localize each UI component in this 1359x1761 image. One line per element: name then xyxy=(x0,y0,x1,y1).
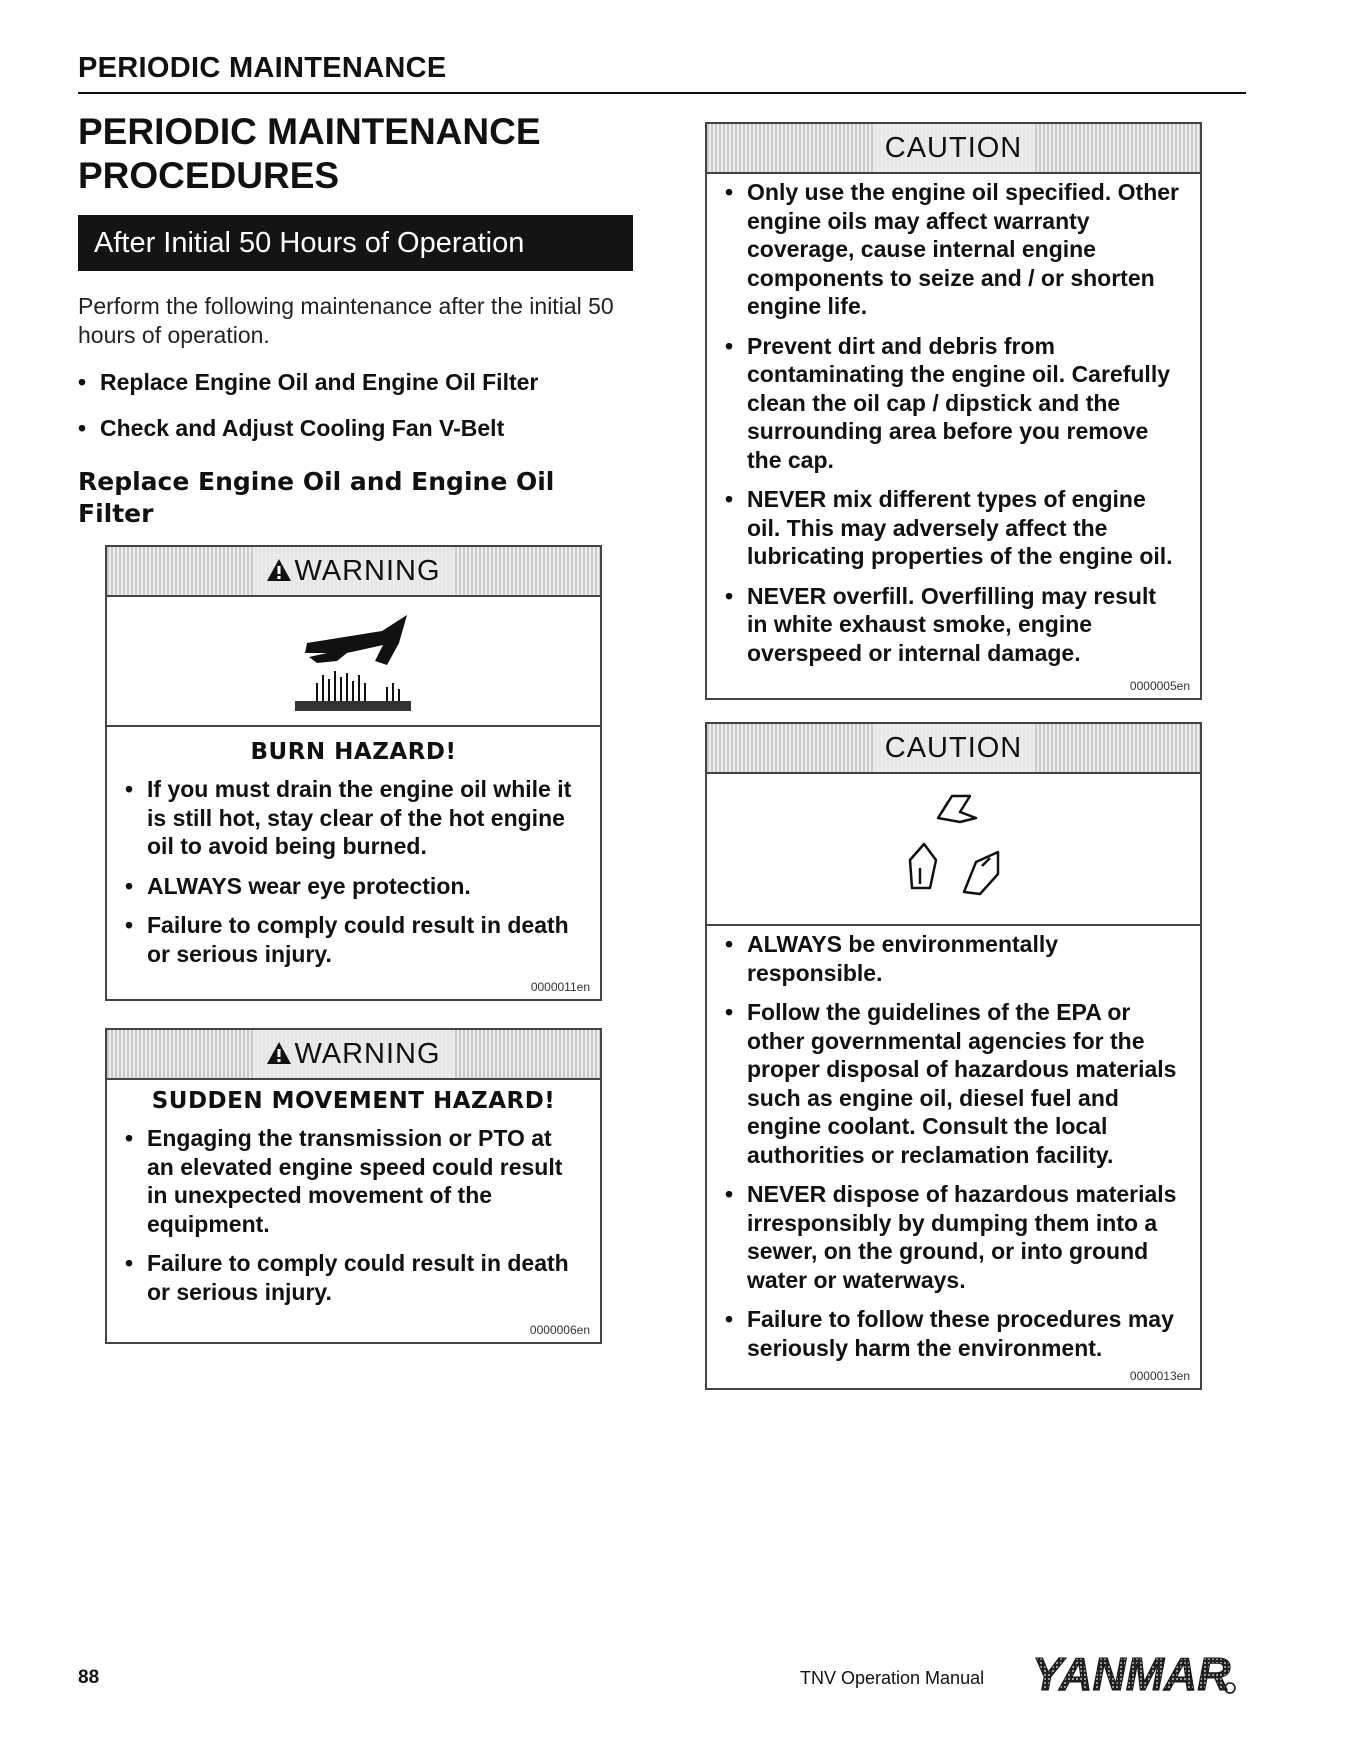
recycle-pictogram xyxy=(707,774,1200,926)
burn-warning-box xyxy=(105,545,602,1001)
warning-list xyxy=(125,1124,582,1306)
warning-triangle-icon xyxy=(266,1041,292,1065)
procedure-heading: Replace Engine Oil and Engine Oil Filter xyxy=(78,467,555,528)
warning-signal-bar xyxy=(107,547,600,597)
message-code: 0000013en xyxy=(1129,1369,1190,1383)
warning-triangle-icon xyxy=(266,558,292,582)
caution-item: • NEVER overfill. Overfilling may result in white exhaust smoke, engine overspeed or internal damage. xyxy=(725,582,1182,668)
caution-list xyxy=(725,178,1182,667)
caution-item: • Only use the engine oil specified. Other engine oils may affect warranty coverage, cause internal engine components to seize and / or shorten engine life. xyxy=(725,178,1182,321)
hazard-title: SUDDEN MOVEMENT HAZARD! xyxy=(151,1088,556,1114)
task-item: • Check and Adjust Cooling Fan V-Belt xyxy=(78,414,638,442)
caution-item: • NEVER mix different types of engine oil. This may adversely affect the lubricating properties of the engine oil. xyxy=(725,485,1182,571)
warning-item: • Failure to comply could result in death or serious injury. xyxy=(125,1249,582,1306)
signal-word: WARNING xyxy=(294,1038,441,1070)
warning-item: • Failure to comply could result in death or serious injury. xyxy=(125,911,582,968)
message-code: 0000011en xyxy=(530,980,590,994)
section-title: PERIODIC MAINTENANCE PROCEDURES xyxy=(78,111,541,196)
header-rule xyxy=(78,92,1246,94)
logo-wordmark: YANMAR xyxy=(1032,1650,1231,1698)
warning-item: • ALWAYS wear eye protection. xyxy=(125,872,582,901)
caution-signal-bar xyxy=(707,124,1200,174)
subsection-banner: After Initial 50 Hours of Operation xyxy=(78,215,633,271)
manual-title: TNV Operation Manual xyxy=(800,1668,985,1688)
oil-caution-box xyxy=(705,122,1202,700)
caution-list xyxy=(725,930,1182,1362)
recycle-icon xyxy=(890,788,1020,908)
hazard-title: BURN HAZARD! xyxy=(250,739,457,765)
hot-surface-hand-icon xyxy=(287,613,427,713)
message-code: 0000006en xyxy=(529,1323,590,1337)
caution-signal-bar xyxy=(707,724,1200,774)
environment-caution-box xyxy=(705,722,1202,1390)
hot-surface-pictogram xyxy=(107,597,600,727)
warning-item: • If you must drain the engine oil while it is still hot, stay clear of the hot engine oil to avoid being burned. xyxy=(125,775,582,861)
caution-item: • Prevent dirt and debris from contaminating the engine oil. Carefully clean the oil cap / dipstick and the surrounding area before you remove the cap. xyxy=(725,332,1182,475)
movement-warning-box xyxy=(105,1028,602,1344)
task-list xyxy=(78,368,638,460)
signal-word: WARNING xyxy=(294,555,441,587)
yanmar-logo xyxy=(1032,1650,1237,1698)
message-code: 0000005en xyxy=(1129,679,1190,693)
running-head: PERIODIC MAINTENANCE xyxy=(78,52,447,84)
caution-item: • Failure to follow these procedures may seriously harm the environment. xyxy=(725,1305,1182,1362)
caution-item: • NEVER dispose of hazardous materials irresponsibly by dumping them into a sewer, on the ground, or into ground water or waterways. xyxy=(725,1180,1182,1294)
warning-signal-bar xyxy=(107,1030,600,1080)
warning-list xyxy=(125,775,582,968)
intro-paragraph: Perform the following maintenance after the initial 50 hours of operation. xyxy=(78,293,614,348)
caution-item: • ALWAYS be environmentally responsible. xyxy=(725,930,1182,987)
page-number: 88 xyxy=(78,1667,100,1688)
signal-word: CAUTION xyxy=(873,724,1035,772)
signal-word: CAUTION xyxy=(873,124,1035,172)
warning-item: • Engaging the transmission or PTO at an elevated engine speed could result in unexpected movement of the equipment. xyxy=(125,1124,582,1238)
task-item: • Replace Engine Oil and Engine Oil Filter xyxy=(78,368,638,396)
caution-item: • Follow the guidelines of the EPA or other governmental agencies for the proper disposal of hazardous materials such as engine oil, diesel fuel and engine coolant. Consult the local authorities or reclamation facility. xyxy=(725,998,1182,1169)
